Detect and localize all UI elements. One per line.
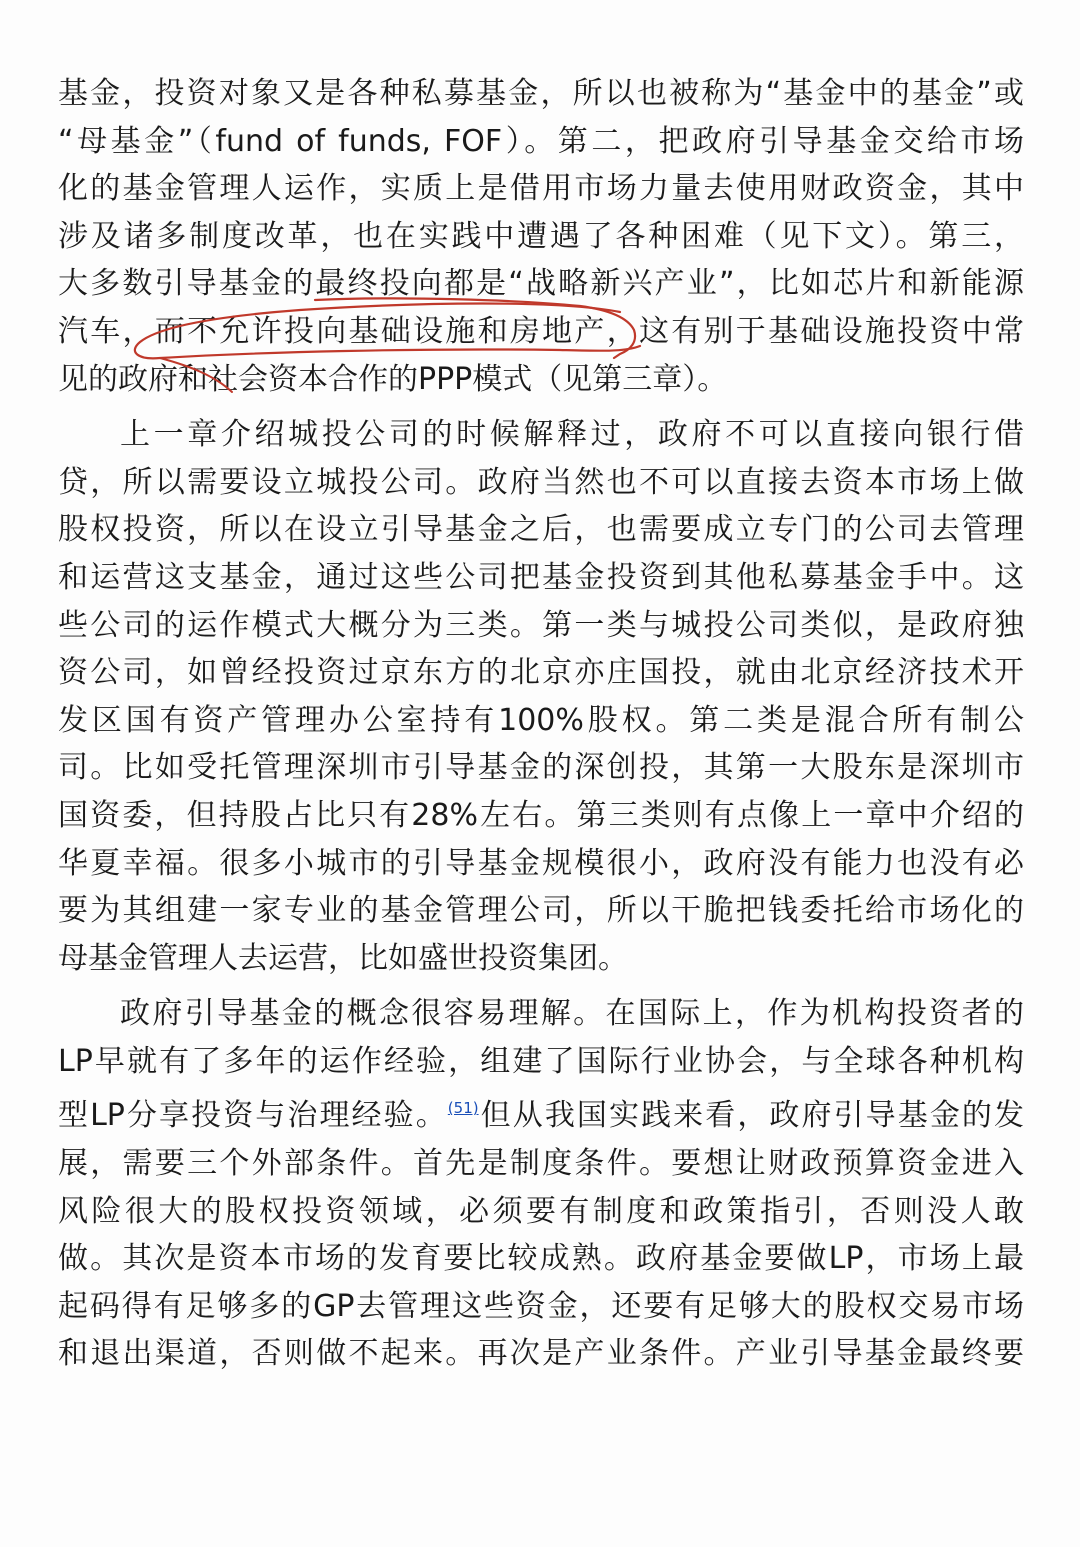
text-line: 国资委，但持股占比只有28%左右。第三类则有点像上一章中介绍的 <box>58 797 1024 833</box>
text-line: 贷，所以需要设立城投公司。政府当然也不可以直接去资本市场上做 <box>58 464 1024 500</box>
document-page <box>58 70 1024 1378</box>
text-line: 汽车，而不允许投向基础设施和房地产，这有别于基础设施投资中常 <box>58 313 1024 349</box>
text-line: 基金，投资对象又是各种私募基金，所以也被称为“基金中的基金”或 <box>58 76 1024 111</box>
text-line: LP早就有了多年的运作经验，组建了国际行业协会，与全球各种机构 <box>58 1043 1024 1079</box>
text-line: 要为其组建一家专业的基金管理公司，所以干脆把钱委托给市场化的 <box>58 893 1024 929</box>
text-line: 母基金管理人去运营，比如盛世投资集团。 <box>58 940 628 976</box>
text-line: 华夏幸福。很多小城市的引导基金规模很小，政府没有能力也没有必 <box>58 845 1024 881</box>
text-line-with-footnote <box>58 1085 1024 1140</box>
text-segment: 但从我国实践来看，政府引导基金的发 <box>478 1098 1024 1134</box>
text-line: 风险很大的股权投资领域，必须要有制度和政策指引，否则没人敢 <box>58 1193 1024 1229</box>
text-line: 和退出渠道，否则做不起来。再次是产业条件。产业引导基金最终要 <box>58 1336 1024 1372</box>
text-line: 资公司，如曾经投资过京东方的北京亦庄国投，就由北京经济技术开 <box>58 655 1024 691</box>
paragraph-3 <box>58 990 1024 1378</box>
text-line: 些公司的运作模式大概分为三类。第一类与城投公司类似，是政府独 <box>58 607 1024 643</box>
text-line: 发区国有资产管理办公室持有100%股权。第二类是混合所有制公 <box>58 702 1024 738</box>
text-line: 见的政府和社会资本合作的PPP模式（见第三章）。 <box>58 361 728 397</box>
text-line: 上一章介绍城投公司的时候解释过，政府不可以直接向银行借 <box>120 417 1024 453</box>
text-line: 大多数引导基金的最终投向都是“战略新兴产业”，比如芯片和新能源 <box>58 266 1024 302</box>
text-line: 化的基金管理人运作，实质上是借用市场力量去使用财政资金，其中 <box>58 171 1024 207</box>
text-line: 股权投资，所以在设立引导基金之后，也需要成立专门的公司去管理 <box>58 512 1024 548</box>
text-line: 展，需要三个外部条件。首先是制度条件。要想让财政预算资金进入 <box>58 1146 1024 1182</box>
text-line: “母基金”（fund of funds, FOF）。第二，把政府引导基金交给市场 <box>58 123 1024 159</box>
text-line: 司。比如受托管理深圳市引导基金的深创投，其第一大股东是深圳市 <box>58 750 1024 786</box>
text-line: 涉及诸多制度改革，也在实践中遭遇了各种困难（见下文）。第三， <box>58 218 1024 254</box>
paragraph-2 <box>58 411 1024 982</box>
text-line: 做。其次是资本市场的发育要比较成熟。政府基金要做LP，市场上最 <box>58 1241 1024 1277</box>
footnote-link[interactable]: (51) <box>447 1099 479 1118</box>
paragraph-1 <box>58 70 1024 403</box>
text-line: 和运营这支基金，通过这些公司把基金投资到其他私募基金手中。这 <box>58 559 1024 595</box>
text-line: 政府引导基金的概念很容易理解。在国际上，作为机构投资者的 <box>120 996 1024 1032</box>
text-line: 起码得有足够多的GP去管理这些资金，还要有足够大的股权交易市场 <box>58 1288 1024 1324</box>
text-segment: 型LP分享投资与治理经验。 <box>58 1098 448 1134</box>
